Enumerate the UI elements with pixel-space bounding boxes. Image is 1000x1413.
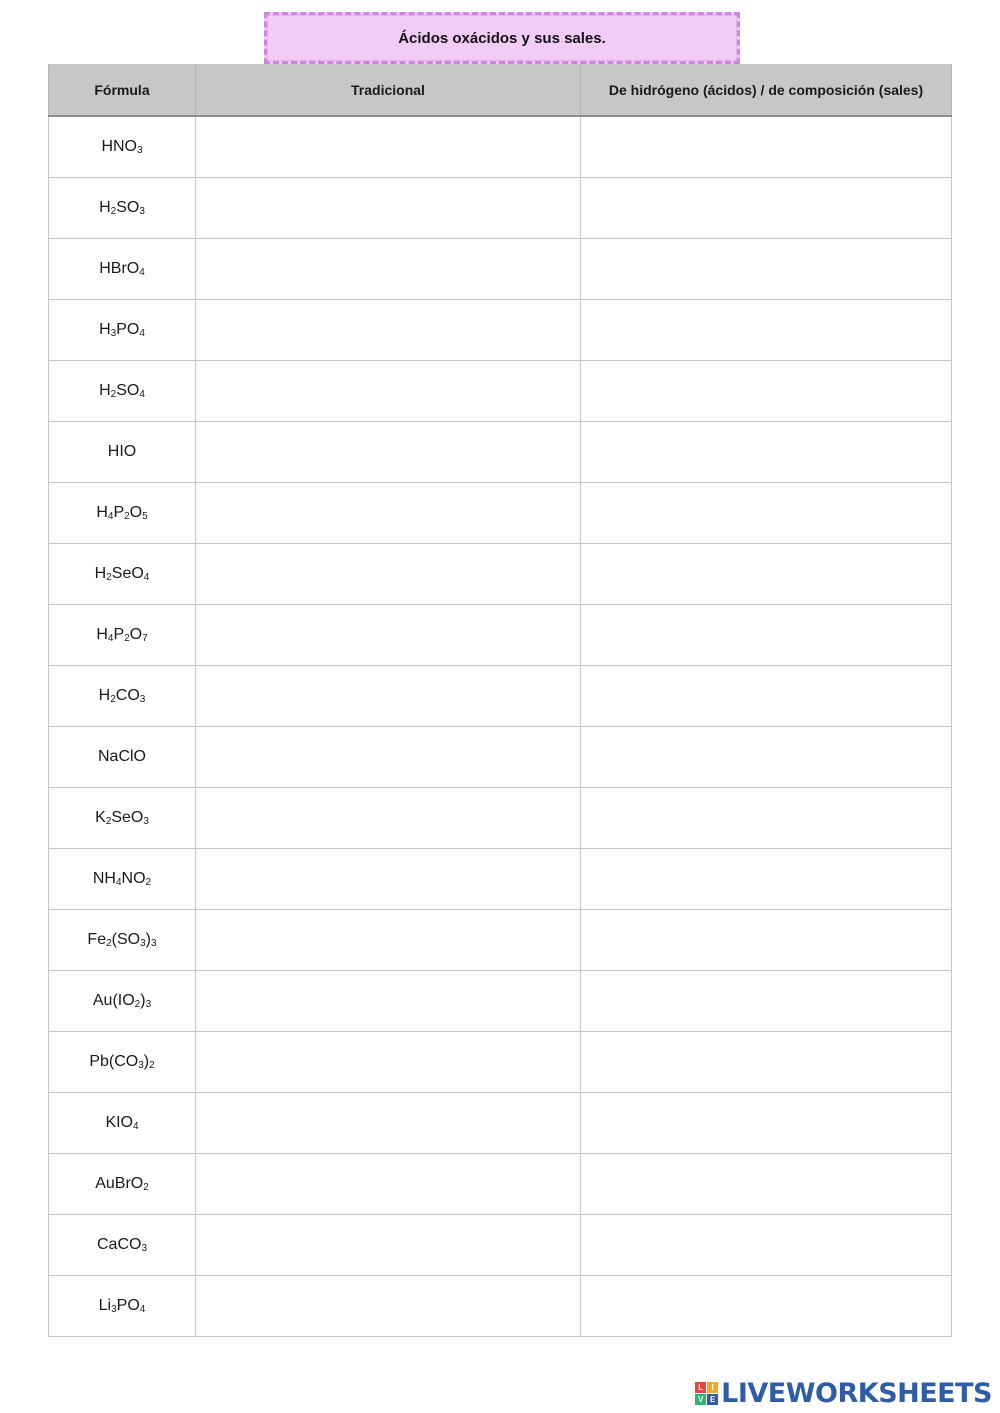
formula-text: ) [140,992,146,1009]
logo-mark-square: E [707,1394,718,1405]
formula-text: NaClO [97,748,146,765]
formula-text: Fe [87,931,107,948]
hydrogen-composition-answer-field[interactable] [581,605,952,666]
formula-text: H [99,199,111,216]
formula-text: SO [116,382,140,399]
formula-cell [49,1215,196,1276]
formula-subscript: 4 [139,1304,146,1315]
hydrogen-composition-answer-field[interactable] [581,788,952,849]
table-row [49,1154,952,1215]
formula-subscript: 2 [124,511,130,522]
table-row [49,971,952,1032]
formula-cell [49,544,196,605]
table-row [49,239,952,300]
formula-subscript: 4 [139,389,145,400]
formula-text: O [129,626,143,643]
table-row [49,483,952,544]
formula-cell [49,1032,196,1093]
formula-subscript: 2 [149,1060,155,1071]
formula-subscript: 2 [105,816,112,827]
formula-text: H [96,626,108,643]
formula-subscript: 3 [139,206,145,217]
formula-subscript: 4 [143,572,150,583]
table-row [49,300,952,361]
formula-cell [49,849,196,910]
formula-subscript: 4 [115,877,122,888]
traditional-answer-field[interactable] [196,422,581,483]
formula-subscript: 2 [106,572,112,583]
formula-cell [49,666,196,727]
traditional-answer-field[interactable] [196,1093,581,1154]
formula-text: H [94,565,107,582]
formula-subscript: 2 [134,999,141,1010]
nomenclature-table [48,64,952,1337]
hydrogen-composition-answer-field[interactable] [581,483,952,544]
formula-subscript: 4 [107,633,114,644]
hydrogen-composition-answer-field[interactable] [581,727,952,788]
formula-text: HBrO [99,260,140,277]
logo-mark-square: V [695,1394,706,1405]
formula-text: CaCO [96,1236,142,1253]
formula-subscript: 2 [110,694,116,705]
traditional-answer-field[interactable] [196,544,581,605]
table-body [49,116,952,1337]
hydrogen-composition-answer-field[interactable] [581,1215,952,1276]
hydrogen-composition-answer-field[interactable] [581,1032,952,1093]
formula-subscript: 3 [141,1243,147,1254]
formula-text: SeO [111,809,144,826]
formula-subscript: 3 [145,999,152,1010]
formula-text: AuBrO [95,1175,144,1192]
formula-text: NH [92,870,116,887]
traditional-answer-field[interactable] [196,1032,581,1093]
hydrogen-composition-answer-field[interactable] [581,666,952,727]
worksheet-title: Ácidos oxácidos y sus sales. [398,29,606,47]
hydrogen-composition-answer-field[interactable] [581,178,952,239]
formula-subscript: 2 [145,877,152,888]
formula-text: K [95,809,106,826]
liveworksheets-logo [695,1378,992,1409]
formula-subscript: 3 [139,694,146,705]
formula-cell [49,116,196,178]
formula-text: PO [116,321,140,338]
formula-subscript: 3 [140,938,146,949]
formula-text: KIO [105,1114,133,1131]
formula-subscript: 2 [106,938,112,949]
formula-cell [49,1154,196,1215]
formula-subscript: 2 [124,633,130,644]
hydrogen-composition-answer-field[interactable] [581,544,952,605]
formula-text: PO [116,1297,140,1314]
formula-subscript: 2 [143,1182,149,1193]
table-row [49,544,952,605]
table-row [49,788,952,849]
formula-cell [49,1276,196,1337]
traditional-answer-field[interactable] [196,178,581,239]
table-row [49,1032,952,1093]
formula-subscript: 3 [143,816,149,827]
hydrogen-composition-answer-field[interactable] [581,1276,952,1337]
formula-cell [49,727,196,788]
traditional-answer-field[interactable] [196,239,581,300]
formula-cell [49,483,196,544]
logo-mark-square: L [695,1382,706,1393]
formula-subscript: 5 [142,511,148,522]
formula-subscript: 7 [142,633,148,644]
header-hydrogen-composition: De hidrógeno (ácidos) / de composición (sales) [581,65,952,117]
formula-text: Au(IO [92,992,135,1009]
formula-subscript: 4 [139,267,145,278]
formula-cell [49,178,196,239]
formula-cell [49,361,196,422]
formula-subscript: 2 [110,389,117,400]
table-row [49,605,952,666]
formula-cell [49,239,196,300]
formula-cell [49,605,196,666]
traditional-answer-field[interactable] [196,361,581,422]
traditional-answer-field[interactable] [196,1215,581,1276]
hydrogen-composition-answer-field[interactable] [581,1154,952,1215]
formula-cell [49,788,196,849]
table-row [49,1093,952,1154]
formula-text: Pb(CO [89,1053,139,1070]
formula-text: SO [116,199,140,216]
traditional-answer-field[interactable] [196,1154,581,1215]
table-row [49,178,952,239]
formula-text: HIO [107,443,137,460]
traditional-answer-field[interactable] [196,483,581,544]
traditional-answer-field[interactable] [196,788,581,849]
table-row [49,116,952,178]
formula-text: CO [115,687,140,704]
liveworksheets-mark-icon [695,1382,718,1405]
formula-text: NO [121,870,146,887]
table-header-row [49,65,952,117]
formula-text: O [129,504,143,521]
table-row [49,422,952,483]
table-row [49,1276,952,1337]
formula-cell [49,910,196,971]
formula-subscript: 3 [111,1304,117,1315]
traditional-answer-field[interactable] [196,666,581,727]
formula-subscript: 2 [110,206,117,217]
formula-cell [49,422,196,483]
formula-subscript: 4 [107,511,114,522]
table-row [49,361,952,422]
hydrogen-composition-answer-field[interactable] [581,361,952,422]
header-traditional: Tradicional [196,65,581,117]
traditional-answer-field[interactable] [196,605,581,666]
formula-cell [49,971,196,1032]
formula-text: P [113,504,125,521]
hydrogen-composition-answer-field[interactable] [581,971,952,1032]
table-row [49,849,952,910]
table-row [49,910,952,971]
formula-text: H [99,382,111,399]
table-row [49,666,952,727]
formula-subscript: 3 [138,1060,144,1071]
formula-subscript: 3 [137,145,143,156]
formula-text: H [99,321,111,338]
table-row [49,1215,952,1276]
traditional-answer-field[interactable] [196,910,581,971]
hydrogen-composition-answer-field[interactable] [581,910,952,971]
formula-subscript: 3 [110,328,117,339]
traditional-answer-field[interactable] [196,300,581,361]
hydrogen-composition-answer-field[interactable] [581,849,952,910]
hydrogen-composition-answer-field[interactable] [581,1093,952,1154]
table-row [49,727,952,788]
hydrogen-composition-answer-field[interactable] [581,300,952,361]
formula-text: ) [145,931,151,948]
formula-text: H [96,504,108,521]
traditional-answer-field[interactable] [196,971,581,1032]
formula-text: HNO [101,138,137,155]
header-formula: Fórmula [49,65,196,117]
worksheet-title-box [264,12,740,64]
traditional-answer-field[interactable] [196,727,581,788]
formula-text: H [98,687,111,704]
formula-cell [49,300,196,361]
traditional-answer-field[interactable] [196,849,581,910]
hydrogen-composition-answer-field[interactable] [581,422,952,483]
traditional-answer-field[interactable] [196,1276,581,1337]
hydrogen-composition-answer-field[interactable] [581,116,952,178]
formula-subscript: 4 [133,1121,139,1132]
formula-text: Li [98,1297,112,1314]
formula-subscript: 4 [139,328,145,339]
liveworksheets-wordmark: LIVEWORKSHEETS [721,1378,992,1409]
logo-mark-square: I [707,1382,718,1393]
formula-text: SeO [111,565,144,582]
formula-subscript: 3 [151,938,157,949]
traditional-answer-field[interactable] [196,116,581,178]
formula-cell [49,1093,196,1154]
hydrogen-composition-answer-field[interactable] [581,239,952,300]
formula-text: (SO [111,931,141,948]
formula-text: P [113,626,125,643]
formula-text: ) [143,1053,150,1070]
